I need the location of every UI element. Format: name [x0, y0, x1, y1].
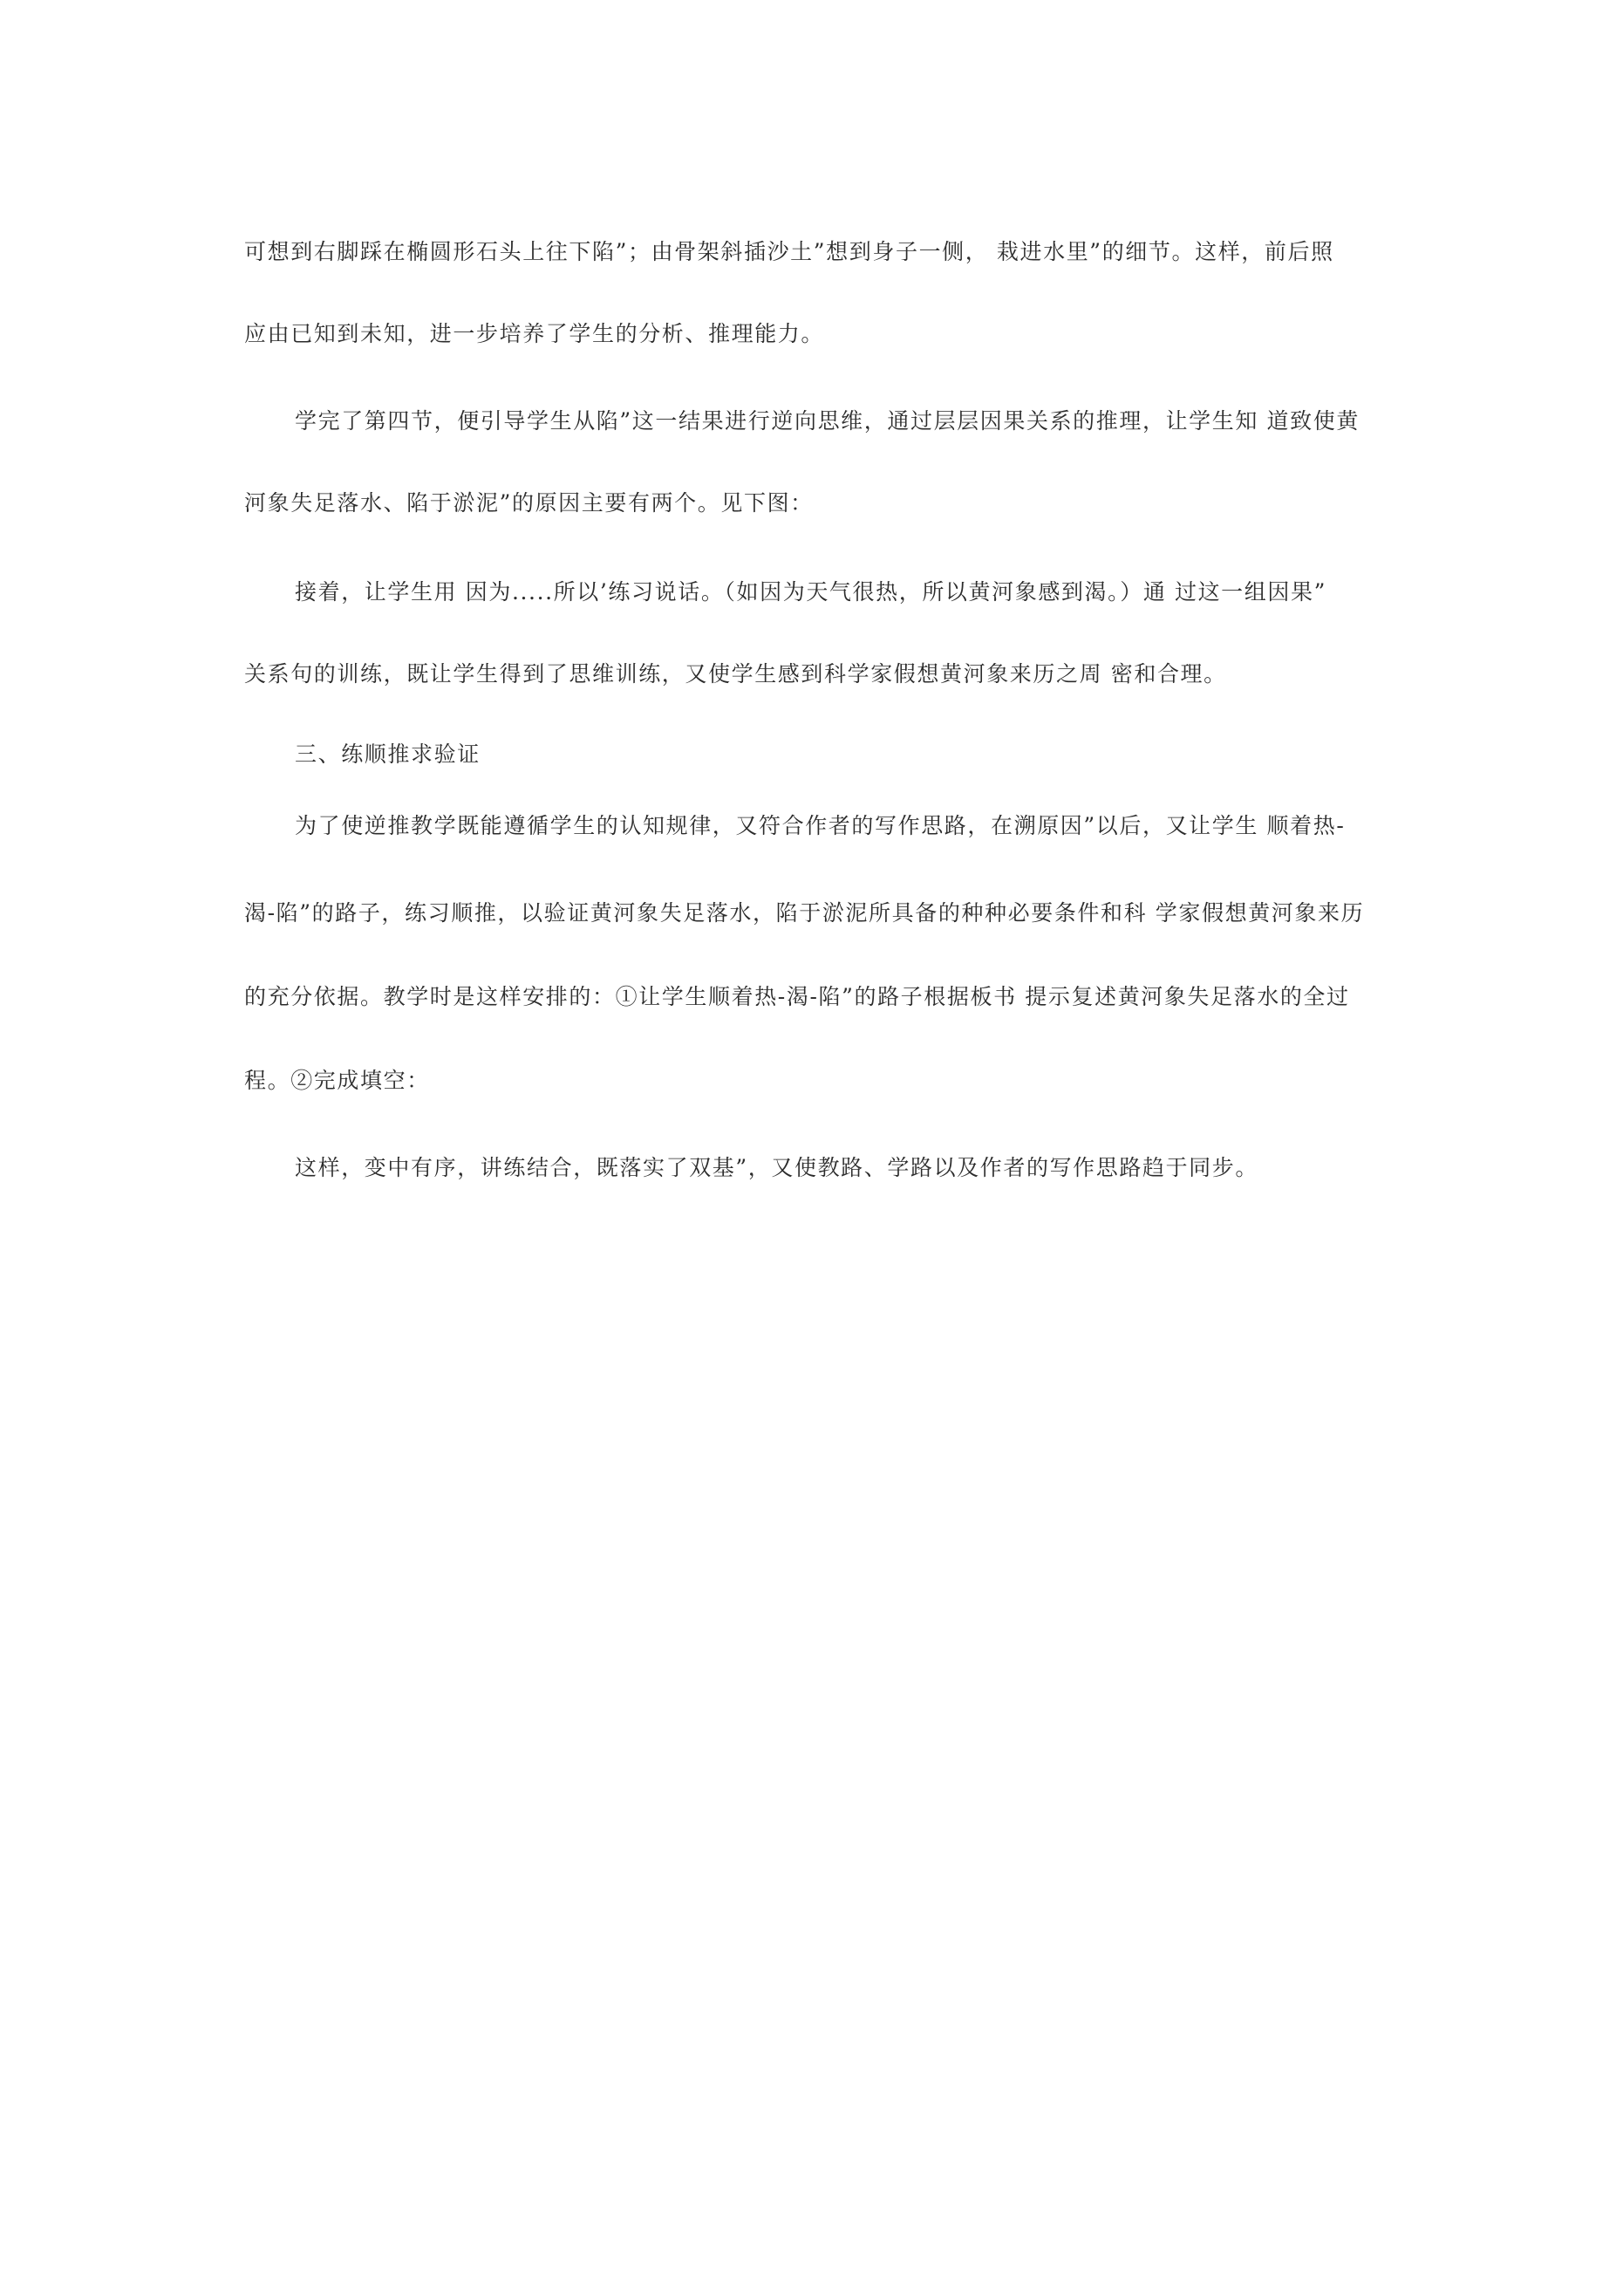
paragraph-line: 可想到右脚踩在椭圆形石头上往下陷”；由骨架斜插沙土”想到身子一侧， 栽进水里”的细节。这样，前后照 — [244, 239, 1334, 264]
section-heading: 三、练顺推求验证 — [295, 741, 481, 767]
paragraph-line: 的充分依据。教学时是这样安排的：①让学生顺着热-渴-陷”的路子根据板书 提示复述黄河象失足落水的全过 — [244, 984, 1350, 1009]
paragraph-line: 河象失足落水、陷于淤泥”的原因主要有两个。见下图： — [244, 490, 814, 516]
paragraph-line: 关系句的训练，既让学生得到了思维训练，又使学生感到科学家假想黄河象来历之周 密和合理。 — [244, 661, 1227, 687]
paragraph-line: 这样，变中有序，讲练结合，既落实了双基”，又使教路、学路以及作者的写作思路趋于同步。 — [295, 1155, 1258, 1180]
paragraph-line: 应由已知到未知，进一步培养了学生的分析、推理能力。 — [244, 321, 825, 346]
paragraph-line: 接着，让学生用 因为.....所以’练习说话。（如因为天气很热，所以黄河象感到渴。）通 过这一组因果” — [295, 579, 1326, 605]
paragraph-line: 为了使逆推教学既能遵循学生的认知规律，又符合作者的写作思路，在溯原因”以后，又让学生 顺着热- — [295, 813, 1346, 838]
paragraph-line: 学完了第四节，便引导学生从陷”这一结果进行逆向思维，通过层层因果关系的推理，让学生知 道致使黄 — [295, 408, 1360, 434]
paragraph-line: 渴-陷”的路子，练习顺推，以验证黄河象失足落水，陷于淤泥所具备的种种必要条件和科 学家假想黄河象来历 — [244, 900, 1365, 926]
paragraph-line: 程。②完成填空： — [244, 1068, 430, 1093]
